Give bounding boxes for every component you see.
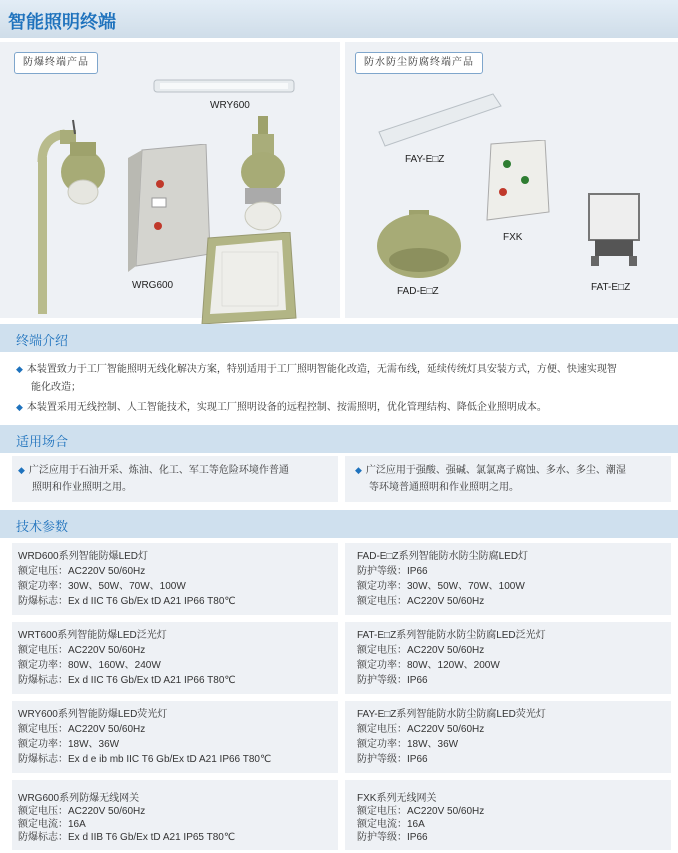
diamond-bullet-icon: ◆ bbox=[16, 402, 23, 412]
explosion-proof-products-panel bbox=[0, 42, 340, 318]
page-header bbox=[0, 0, 678, 38]
usage-line: ◆ 广泛应用于石油开采、炼油、化工、军工等危险环境作普通 bbox=[18, 465, 289, 476]
pole-lamp-image bbox=[20, 82, 110, 314]
product-label: FAY-E□Z bbox=[405, 154, 445, 165]
product-label: FAT-E□Z bbox=[591, 282, 631, 293]
waterproof-products-panel bbox=[345, 42, 678, 318]
spec-name: WRD600系列智能防爆LED灯 bbox=[18, 551, 149, 562]
diamond-bullet-icon: ◆ bbox=[355, 465, 362, 475]
spec-block: FAT-E□Z系列智能防水防尘防腐LED泛光灯 额定电压：AC220V 50/60Hz 额定功率：80W、120W、200W 防护等级：IP66 bbox=[357, 630, 546, 686]
diamond-bullet-icon: ◆ bbox=[18, 465, 25, 475]
intro-line bbox=[16, 360, 666, 379]
spec-box bbox=[12, 543, 338, 615]
spec-block: FXK系列无线网关 额定电压：AC220V 50/60Hz 额定电流：16A 防护等级：IP66 bbox=[357, 793, 485, 843]
spec-box bbox=[345, 543, 671, 615]
intro-line bbox=[31, 379, 81, 397]
fat-image bbox=[585, 190, 645, 270]
spec-name: WRT600系列智能防爆LED泛光灯 bbox=[18, 630, 167, 641]
spec-name: FAD-E□Z系列智能防水防尘防腐LED灯 bbox=[357, 551, 529, 562]
specs-section-header bbox=[0, 510, 678, 538]
spec-name: WRY600系列智能防爆LED荧光灯 bbox=[18, 709, 168, 720]
intro-line bbox=[16, 398, 547, 417]
spec-block: FAD-E□Z系列智能防水防尘防腐LED灯 防护等级：IP66 额定功率：30W、50W、70W、100W 额定电压：AC220V 50/60Hz bbox=[357, 551, 529, 607]
usage-right-box bbox=[345, 456, 671, 502]
product-label: FAD-E□Z bbox=[397, 286, 439, 297]
spec-box bbox=[345, 780, 671, 850]
spec-block: WRT600系列智能防爆LED泛光灯 额定电压：AC220V 50/60Hz 额定功率：80W、160W、240W 防爆标志：Ex d IIC T6 Gb/Ex tD A21 IP66 T80℃ bbox=[18, 630, 236, 686]
spec-box bbox=[12, 622, 338, 694]
spec-box bbox=[345, 701, 671, 773]
product-label: WRY600 bbox=[210, 100, 250, 111]
intro-text: 能化改造； bbox=[31, 382, 81, 393]
explosion-proof-tag: 防爆终端产品 bbox=[14, 52, 98, 74]
diamond-bullet-icon: ◆ bbox=[16, 364, 23, 374]
usage-line: ◆ 广泛应用于强酸、强碱、氯氯离子腐蚀、多水、多尘、潮湿 bbox=[355, 465, 626, 476]
usage-left-box bbox=[12, 456, 338, 502]
wry600-image bbox=[152, 76, 297, 98]
fxk-image bbox=[483, 140, 553, 222]
intro-section-header bbox=[0, 324, 678, 352]
fad-image bbox=[375, 210, 465, 282]
usage-title: 适用场合 bbox=[16, 434, 69, 449]
wrd600-image bbox=[238, 116, 288, 246]
spec-block: FAY-E□Z系列智能防水防尘防腐LED荧光灯 额定电压：AC220V 50/60Hz 额定功率：18W、36W 防护等级：IP66 bbox=[357, 709, 546, 765]
specs-title: 技术参数 bbox=[16, 519, 69, 534]
usage-line: 照明和作业照明之用。 bbox=[32, 482, 132, 493]
product-label: WRG600 bbox=[132, 280, 174, 291]
spec-box bbox=[12, 701, 338, 773]
spec-block: WRY600系列智能防爆LED荧光灯 额定电压：AC220V 50/60Hz 额定功率：18W、36W 防爆标志：Ex d e ib mb IIC T6 Gb/Ex tD A21 IP66 T80℃ bbox=[18, 709, 272, 765]
intro-title: 终端介绍 bbox=[16, 333, 69, 348]
spec-box bbox=[12, 780, 338, 850]
spec-box bbox=[345, 622, 671, 694]
spec-block: WRD600系列智能防爆LED灯 额定电压：AC220V 50/60Hz 额定功率：30W、50W、70W、100W 防爆标志：Ex d IIC T6 Gb/Ex tD A21 IP66 T80℃ bbox=[18, 551, 236, 607]
intro-text: 本装置致力于工厂智能照明无线化解决方案，特别适用于工厂照明智能化改造，无需布线，延续传统灯具安装方式，方便、快速实现智 bbox=[26, 364, 617, 375]
usage-section-header bbox=[0, 425, 678, 453]
spec-name: WRG600系列防爆无线网关 bbox=[18, 793, 140, 804]
spec-name: FXK系列无线网关 bbox=[357, 793, 437, 804]
spec-name: FAY-E□Z系列智能防水防尘防腐LED荧光灯 bbox=[357, 709, 546, 720]
page-title: 智能照明终端 bbox=[8, 12, 116, 32]
spec-block: WRG600系列防爆无线网关 额定电压：AC220V 50/60Hz 额定电流：16A 防爆标志：Ex d IIB T6 Gb/Ex tD A21 IP65 T80℃ bbox=[18, 793, 236, 843]
usage-line: 等环境普通照明和作业照明之用。 bbox=[369, 482, 519, 493]
waterproof-tag: 防水防尘防腐终端产品 bbox=[355, 52, 483, 74]
spec-name: FAT-E□Z系列智能防水防尘防腐LED泛光灯 bbox=[357, 630, 546, 641]
intro-text: 本装置采用无线控制、人工智能技术，实现工厂照明设备的远程控制、按需照明，优化管理结构、降低企业照明成本。 bbox=[26, 402, 547, 413]
product-label: FXK bbox=[503, 232, 523, 243]
